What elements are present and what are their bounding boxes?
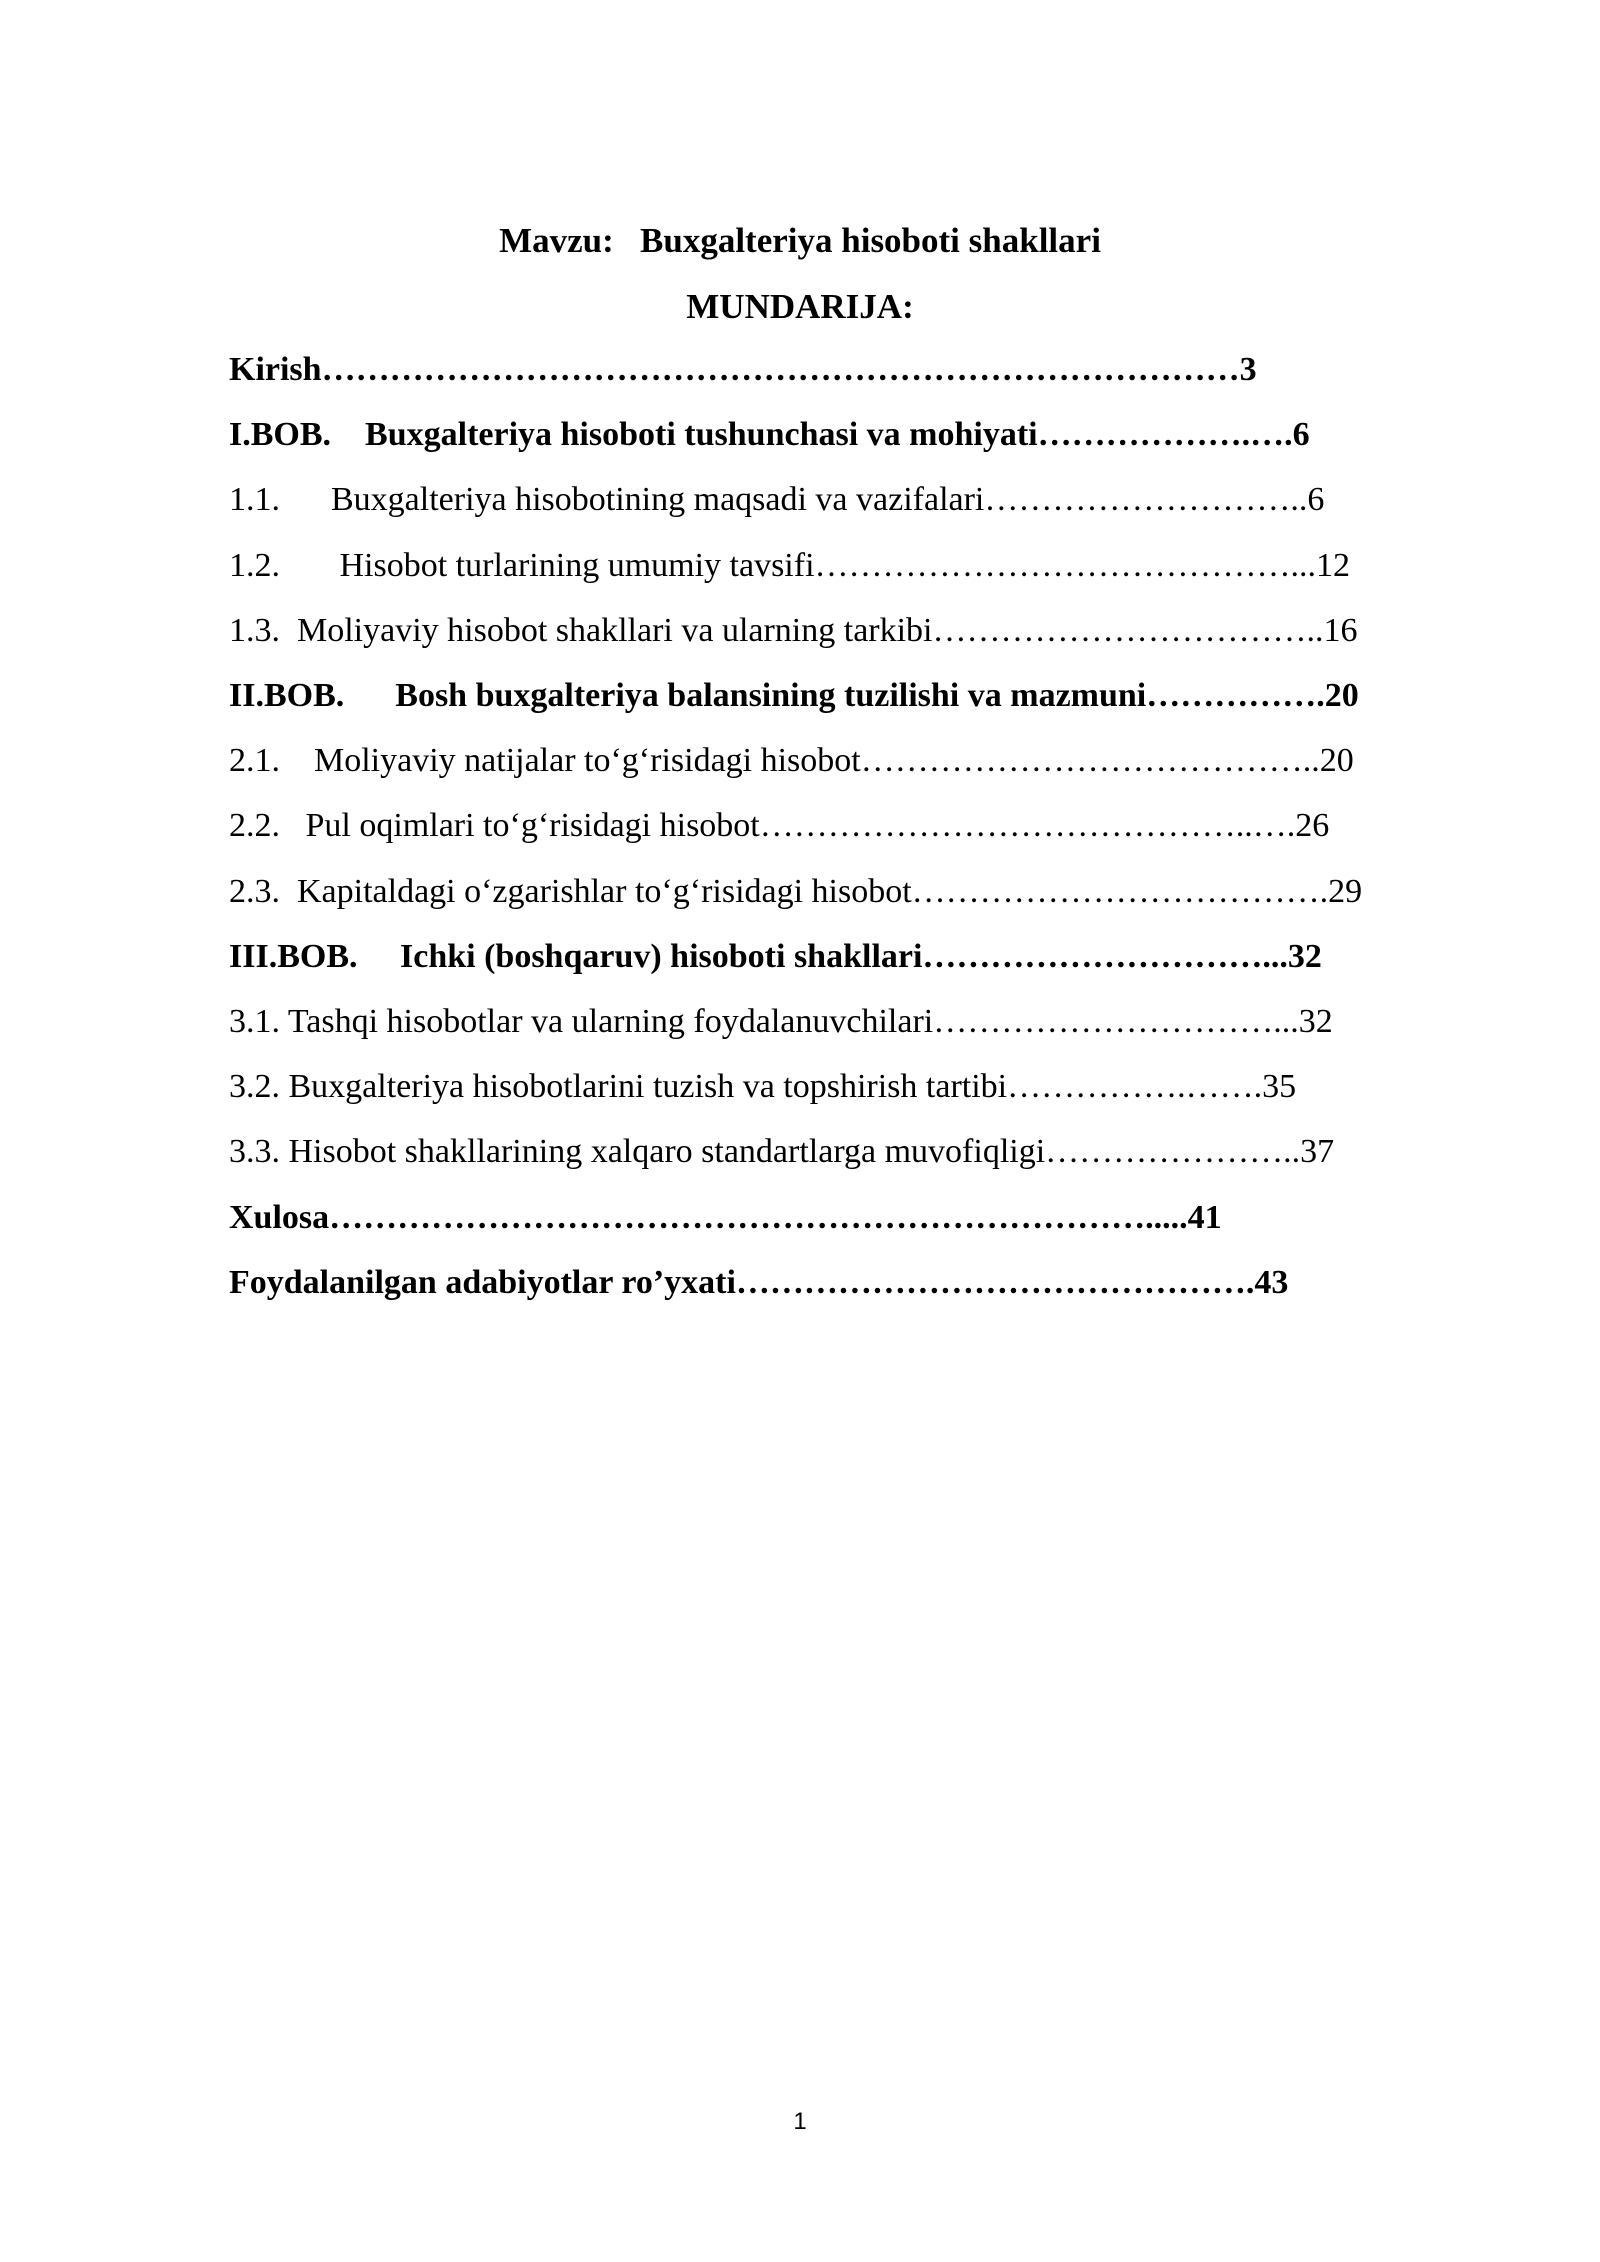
toc-entry-chapter-3: III.BOB. Ichki (boshqaruv) hisoboti shakllari…………………………...32 xyxy=(229,938,1322,975)
toc-entry-section-3-1: 3.1. Tashqi hisobotlar va ularning foydalanuvchilari…………………………...32 xyxy=(229,1003,1333,1040)
toc-entry-section-1-2: 1.2. Hisobot turlarining umumiy tavsifi……………………………………...12 xyxy=(229,547,1351,584)
toc-entry-section-2-3: 2.3. Kapitaldagi o‘zgarishlar to‘g‘risidagi hisobot……………………………….29 xyxy=(229,873,1363,910)
toc-entry-chapter-2: II.BOB. Bosh buxgalteriya balansining tuzilishi va mazmuni…………….20 xyxy=(229,677,1359,714)
toc-entry-section-1-3: 1.3. Moliyaviy hisobot shakllari va ularning tarkibi……………………………..16 xyxy=(229,612,1358,649)
toc-entry-conclusion: Xulosa……………………………………………………………….....41 xyxy=(229,1199,1222,1236)
toc-entry-section-2-2: 2.2. Pul oqimlari to‘g‘risidagi hisobot……………………………………..….26 xyxy=(229,807,1330,844)
toc-entry-section-3-2: 3.2. Buxgalteriya hisobotlarini tuzish va topshirish tartibi…………….…….35 xyxy=(229,1068,1297,1105)
toc-heading: MUNDARIJA: xyxy=(686,287,914,326)
toc-entry-chapter-1: I.BOB. Buxgalteriya hisoboti tushunchasi va mohiyati……………….….6 xyxy=(229,416,1310,453)
toc-entry-section-2-1: 2.1. Moliyaviy natijalar to‘g‘risidagi hisobot…………………………………..20 xyxy=(229,742,1354,779)
toc-entry-intro: Kirish………………………………………………………………………3 xyxy=(229,351,1257,388)
toc-entry-section-1-1: 1.1. Buxgalteriya hisobotining maqsadi va vazifalari………………………..6 xyxy=(229,481,1325,518)
document-title: Mavzu: Buxgalteriya hisoboti shakllari xyxy=(499,221,1101,260)
toc-entry-section-3-3: 3.3. Hisobot shakllarining xalqaro standartlarga muvofiqligi…………………..37 xyxy=(229,1133,1335,1170)
page-number: 1 xyxy=(793,2108,807,2135)
toc-entry-references: Foydalanilgan adabiyotlar ro’yxati……………………………………….43 xyxy=(229,1264,1289,1301)
